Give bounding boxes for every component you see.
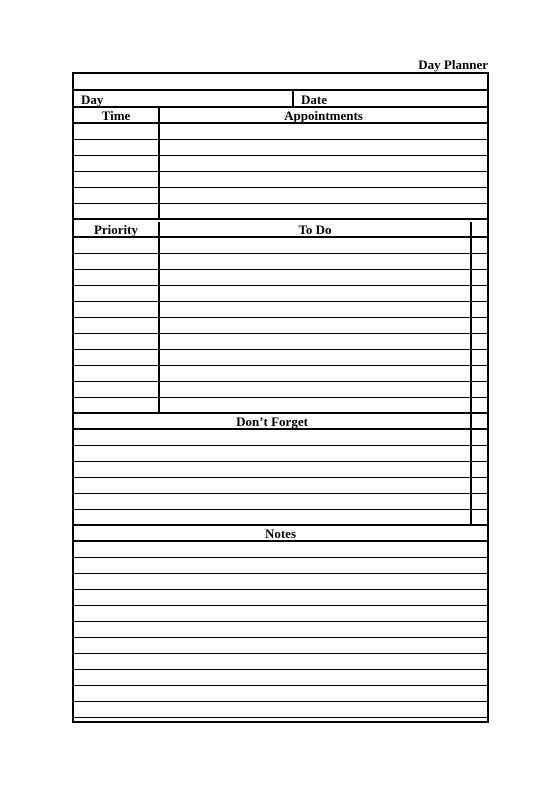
todo-row[interactable]: [74, 350, 487, 366]
notes-row[interactable]: [74, 606, 487, 622]
notes-row[interactable]: [74, 686, 487, 702]
todo-header-row: [74, 222, 487, 238]
dont-forget-check-divider: [470, 414, 472, 428]
dont-forget-row[interactable]: [74, 462, 487, 478]
column-divider: [158, 398, 160, 412]
notes-row[interactable]: [74, 574, 487, 590]
column-divider: [470, 382, 472, 397]
dont-forget-header-row: [74, 414, 487, 430]
page-title: Day Planner: [418, 57, 488, 72]
column-divider: [158, 318, 160, 333]
appointment-row[interactable]: [74, 188, 487, 204]
column-divider: [158, 302, 160, 317]
check-divider: [470, 222, 472, 236]
todo-header: To Do: [298, 222, 332, 237]
notes-row[interactable]: [74, 558, 487, 574]
column-divider: [158, 286, 160, 301]
notes-header: Notes: [264, 526, 297, 541]
column-divider: [158, 382, 160, 397]
blank-top-row: [74, 74, 487, 91]
date-label: Date: [301, 92, 327, 107]
appointment-row[interactable]: [74, 156, 487, 172]
todo-row[interactable]: [74, 302, 487, 318]
column-divider: [158, 270, 160, 285]
todo-row[interactable]: [74, 334, 487, 350]
column-divider: [158, 334, 160, 349]
column-divider: [158, 140, 160, 155]
column-divider: [470, 366, 472, 381]
dont-forget-header: Don’t Forget: [236, 414, 308, 429]
todo-row[interactable]: [74, 254, 487, 270]
column-divider: [470, 302, 472, 317]
day-label: Day: [81, 92, 104, 107]
column-divider: [158, 350, 160, 365]
day-date-divider: [292, 91, 294, 106]
notes-row[interactable]: [74, 702, 487, 718]
column-divider: [470, 478, 472, 493]
day-date-row: [74, 91, 487, 108]
column-divider: [158, 156, 160, 171]
column-divider: [158, 254, 160, 269]
todo-row[interactable]: [74, 366, 487, 382]
dont-forget-row[interactable]: [74, 510, 487, 526]
notes-row[interactable]: [74, 542, 487, 558]
priority-header: Priority: [93, 222, 139, 237]
appointment-row[interactable]: [74, 204, 487, 220]
appointment-row[interactable]: [74, 172, 487, 188]
notes-header-row: [74, 526, 487, 542]
todo-row[interactable]: [74, 270, 487, 286]
column-divider: [470, 398, 472, 412]
todo-row[interactable]: [74, 318, 487, 334]
dont-forget-row[interactable]: [74, 494, 487, 510]
column-divider: [158, 366, 160, 381]
notes-row[interactable]: [74, 622, 487, 638]
column-divider: [470, 350, 472, 365]
column-divider: [470, 446, 472, 461]
appointment-row[interactable]: [74, 140, 487, 156]
column-divider: [470, 318, 472, 333]
notes-row[interactable]: [74, 654, 487, 670]
column-divider: [470, 510, 472, 524]
column-divider: [158, 204, 160, 218]
appointments-header-row: [74, 108, 487, 124]
column-divider: [470, 334, 472, 349]
column-divider: [470, 494, 472, 509]
appointment-row[interactable]: [74, 124, 487, 140]
notes-row[interactable]: [74, 590, 487, 606]
column-divider: [470, 254, 472, 269]
column-divider: [470, 430, 472, 445]
todo-row[interactable]: [74, 398, 487, 414]
todo-row[interactable]: [74, 286, 487, 302]
appointments-header: Appointments: [284, 108, 363, 123]
todo-row[interactable]: [74, 382, 487, 398]
dont-forget-row[interactable]: [74, 446, 487, 462]
column-divider: [470, 286, 472, 301]
planner-form: [72, 72, 489, 723]
time-header: Time: [101, 108, 131, 123]
column-divider: [158, 238, 160, 253]
column-divider: [470, 238, 472, 253]
notes-row[interactable]: [74, 670, 487, 686]
dont-forget-row[interactable]: [74, 478, 487, 494]
column-divider: [158, 188, 160, 203]
column-divider: [158, 172, 160, 187]
column-divider: [158, 124, 160, 139]
dont-forget-row[interactable]: [74, 430, 487, 446]
column-divider: [470, 462, 472, 477]
column-divider: [470, 270, 472, 285]
todo-row[interactable]: [74, 238, 487, 254]
notes-row[interactable]: [74, 638, 487, 654]
